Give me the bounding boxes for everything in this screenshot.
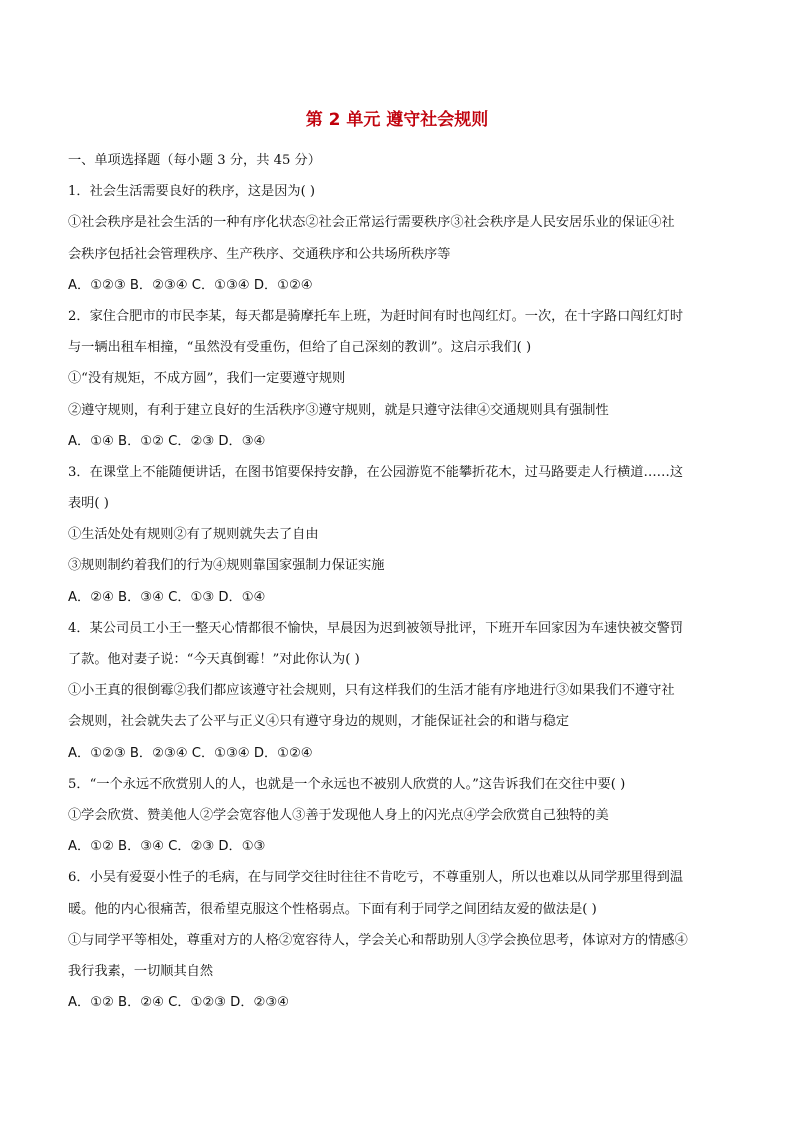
question-statement: 我行我素，一切顺其自然 [68, 963, 214, 979]
page-title: 第 2 单元 遵守社会规则 [305, 110, 489, 130]
question-stem: 5．“一个永远不欣赏别人的人，也就是一个永远也不被别人欣赏的人。”这告诉我们在交往中要( ) [68, 776, 626, 792]
question-statement: ①“没有规矩，不成方圆”，我们一定要遵守规则 [68, 371, 346, 387]
question-statement: ①生活处处有规则②有了规则就失去了自由 [68, 527, 319, 543]
question-statement: 会规则，社会就失去了公平与正义④只有遵守身边的规则，才能保证社会的和谐与稳定 [68, 714, 570, 730]
question-stem: 3．在课堂上不能随便讲话，在图书馆要保持安静，在公园游览不能攀折花木，过马路要走人行横道……这 [68, 464, 684, 480]
question-statement: ②遵守规则，有利于建立良好的生活秩序③遵守规则，就是只遵守法律④交通规则具有强制性 [68, 402, 609, 418]
question-statement: ①学会欣赏、赞美他人②学会宽容他人③善于发现他人身上的闪光点④学会欣赏自己独特的美 [68, 807, 609, 823]
question-stem: 2．家住合肥市的市民李某，每天都是骑摩托车上班，为赶时间有时也闯红灯。一次，在十字路口闯红灯时 [68, 308, 684, 324]
question-stem: 6．小吴有爱耍小性子的毛病，在与同学交往时往往不肯吃亏，不尊重别人，所以也难以从同学那里得到温 [68, 870, 684, 886]
answer-options: A．①②③ B．②③④ C．①③④ D．①②④ [68, 745, 313, 761]
answer-options: A．①② B．②④ C．①②③ D．②③④ [68, 995, 289, 1011]
question-statement: 会秩序包括社会管理秩序、生产秩序、交通秩序和公共场所秩序等 [68, 246, 451, 262]
question-statement: ①社会秩序是社会生活的一种有序化状态②社会正常运行需要秩序③社会秩序是人民安居乐业的保证④社 [68, 215, 675, 231]
question-stem: 了款。他对妻子说：“今天真倒霉！”对此你认为( ) [68, 652, 360, 667]
question-statement: ①与同学平等相处，尊重对方的人格②宽容待人，学会关心和帮助别人③学会换位思考，体谅对方的情感④ [68, 932, 688, 948]
question-stem: 表明( ) [68, 496, 109, 512]
answer-options: A．②④ B．③④ C．①③ D．①④ [68, 589, 266, 605]
section-header: 一、单项选择题（每小题 3 分，共 45 分） [68, 153, 321, 168]
question-stem: 与一辆出租车相撞，“虽然没有受重伤，但给了自己深刻的教训”。这启示我们( ) [68, 340, 532, 356]
question-stem: 暖。他的内心很痛苦，很希望克服这个性格弱点。下面有利于同学之间团结友爱的做法是( ) [68, 901, 597, 917]
answer-options: A．①②③ B．②③④ C．①③④ D．①②④ [68, 277, 313, 293]
answer-options: A．①④ B．①② C．②③ D．③④ [68, 433, 266, 449]
question-statement: ①小王真的很倒霉②我们都应该遵守社会规则，只有这样我们的生活才能有序地进行③如果我们不遵守社 [68, 683, 675, 699]
answer-options: A．①② B．③④ C．②③ D．①③ [68, 839, 266, 855]
question-list [68, 145, 728, 1018]
question-statement: ③规则制约着我们的行为④规则靠国家强制力保证实施 [68, 558, 385, 574]
question-stem: 4．某公司员工小王一整天心情都很不愉快，早晨因为迟到被领导批评，下班开车回家因为车速快被交警罚 [68, 620, 684, 636]
question-stem: 1．社会生活需要良好的秩序，这是因为( ) [68, 184, 316, 200]
